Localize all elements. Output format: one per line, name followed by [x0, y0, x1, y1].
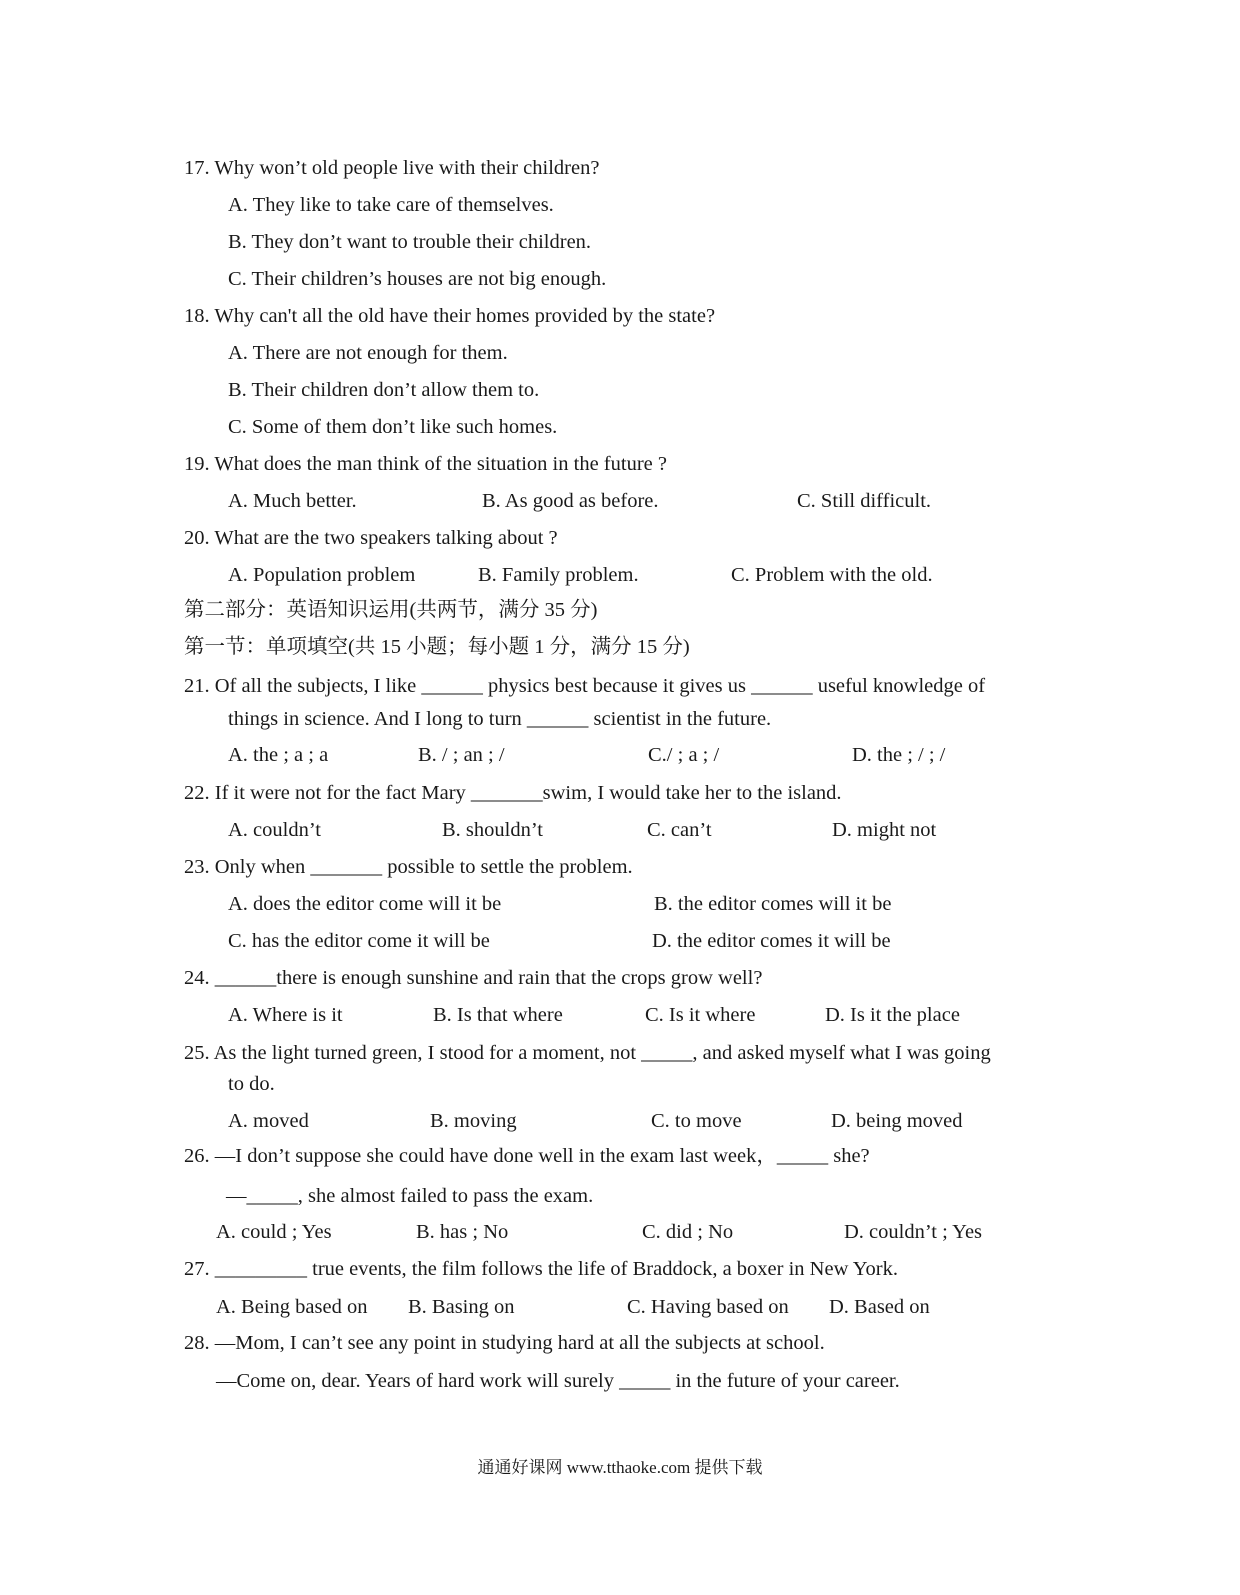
question-22-option-c: C. can’t	[647, 819, 712, 841]
question-23-option-b: B. the editor comes will it be	[654, 893, 892, 915]
question-25-option-d: D. being moved	[831, 1110, 963, 1132]
question-17-option-b: B. They don’t want to trouble their children.	[228, 231, 592, 253]
question-22-stem: 22. If it were not for the fact Mary _______swim, I would take her to the island.	[184, 782, 842, 804]
question-24-option-a: A. Where is it	[228, 1004, 343, 1026]
question-24-option-d: D. Is it the place	[825, 1004, 960, 1026]
question-25-stem-continued: to do.	[228, 1073, 275, 1095]
question-22-option-a: A. couldn’t	[228, 819, 322, 841]
question-28-stem: 28. —Mom, I can’t see any point in studying hard at all the subjects at school.	[184, 1332, 825, 1354]
question-25-stem: 25. As the light turned green, I stood for a moment, not _____, and asked myself what I was going	[184, 1042, 991, 1064]
question-28-stem-continued: —Come on, dear. Years of hard work will surely _____ in the future of your career.	[216, 1370, 900, 1392]
question-25-option-c: C. to move	[651, 1110, 742, 1132]
question-19-stem: 19. What does the man think of the situation in the future ?	[184, 453, 667, 475]
question-21-option-d: D. the ; / ; /	[852, 744, 946, 766]
question-18-stem: 18. Why can't all the old have their homes provided by the state?	[184, 305, 716, 327]
question-27-option-c: C. Having based on	[627, 1296, 789, 1318]
question-21-stem: 21. Of all the subjects, I like ______ physics best because it gives us ______ useful knowledge of	[184, 675, 986, 697]
question-23-option-d: D. the editor comes it will be	[652, 930, 891, 952]
question-20-stem: 20. What are the two speakers talking about ?	[184, 527, 558, 549]
question-27-option-a: A. Being based on	[216, 1296, 368, 1318]
question-21-option-c: C./ ; a ; /	[648, 744, 720, 766]
question-19-option-b: B. As good as before.	[482, 490, 659, 512]
question-20-option-c: C. Problem with the old.	[731, 564, 933, 586]
question-18-option-b: B. Their children don’t allow them to.	[228, 379, 540, 401]
question-27-stem: 27. _________ true events, the film follows the life of Braddock, a boxer in New York.	[184, 1258, 898, 1280]
section-heading-section1: 第一节：单项填空(共 15 小题；每小题 1 分，满分 15 分)	[184, 636, 690, 658]
question-23-option-c: C. has the editor come it will be	[228, 930, 490, 952]
question-21-stem-continued: things in science. And I long to turn ______ scientist in the future.	[228, 708, 772, 730]
question-19-option-c: C. Still difficult.	[797, 490, 932, 512]
question-26-option-c: C. did ; No	[642, 1221, 734, 1243]
section-heading-part2: 第二部分：英语知识运用(共两节，满分 35 分)	[184, 599, 598, 621]
question-17-option-a: A. They like to take care of themselves.	[228, 194, 554, 216]
question-19-option-a: A. Much better.	[228, 490, 357, 512]
question-25-option-a: A. moved	[228, 1110, 309, 1132]
question-26-stem-continued: —_____, she almost failed to pass the exam.	[226, 1185, 594, 1207]
question-27-option-d: D. Based on	[829, 1296, 930, 1318]
question-25-option-b: B. moving	[430, 1110, 517, 1132]
question-26-option-a: A. could ; Yes	[216, 1221, 332, 1243]
question-21-option-b: B. / ; an ; /	[418, 744, 505, 766]
question-26-stem: 26. —I don’t suppose she could have done well in the exam last week，_____ she?	[184, 1145, 870, 1167]
question-24-stem: 24. ______there is enough sunshine and rain that the crops grow well?	[184, 967, 763, 989]
question-18-option-c: C. Some of them don’t like such homes.	[228, 416, 558, 438]
question-20-option-a: A. Population problem	[228, 564, 416, 586]
question-22-option-d: D. might not	[832, 819, 937, 841]
question-24-option-b: B. Is that where	[433, 1004, 563, 1026]
question-26-option-b: B. has ; No	[416, 1221, 509, 1243]
question-21-option-a: A. the ; a ; a	[228, 744, 329, 766]
question-17-option-c: C. Their children’s houses are not big enough.	[228, 268, 607, 290]
question-20-option-b: B. Family problem.	[478, 564, 639, 586]
question-22-option-b: B. shouldn’t	[442, 819, 543, 841]
question-17-stem: 17. Why won’t old people live with their children?	[184, 157, 600, 179]
page-footer: 通通好课网 www.tthaoke.com 提供下载	[477, 1458, 763, 1477]
question-23-stem: 23. Only when _______ possible to settle the problem.	[184, 856, 633, 878]
question-23-option-a: A. does the editor come will it be	[228, 893, 502, 915]
question-18-option-a: A. There are not enough for them.	[228, 342, 508, 364]
question-24-option-c: C. Is it where	[645, 1004, 756, 1026]
question-26-option-d: D. couldn’t ; Yes	[844, 1221, 983, 1243]
question-27-option-b: B. Basing on	[408, 1296, 515, 1318]
